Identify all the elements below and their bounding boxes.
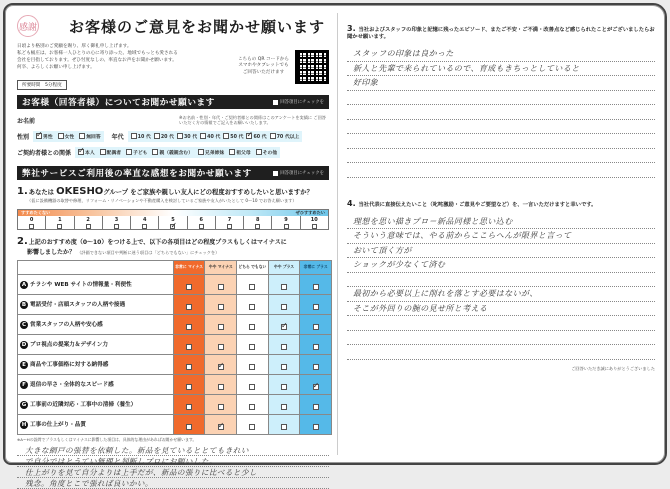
checkbox-icon[interactable] xyxy=(100,149,106,155)
check-note xyxy=(273,170,324,176)
page-divider xyxy=(337,13,338,455)
grid-cell[interactable] xyxy=(268,315,300,335)
checkbox-icon[interactable] xyxy=(186,404,192,410)
grid-body xyxy=(18,275,332,435)
handwritten-line xyxy=(347,345,655,360)
option-label: 男性 xyxy=(43,134,53,140)
checkbox-icon[interactable] xyxy=(249,344,255,350)
grid-cell[interactable] xyxy=(173,415,205,435)
option-label: 女性 xyxy=(64,134,75,140)
row-letter-badge: G xyxy=(21,401,27,408)
checkbox-icon[interactable] xyxy=(313,364,319,370)
grid-cell[interactable] xyxy=(268,415,300,435)
option-label: 子ども xyxy=(133,150,148,156)
relation-label: ご契約者様との関係 xyxy=(17,149,72,157)
grid-cell[interactable] xyxy=(205,315,237,335)
checkbox-checked-icon[interactable] xyxy=(170,224,175,229)
option-label: 親（義親含む） xyxy=(159,150,194,156)
intro-line: 私ども桶庄は、お客様一人ひとりの心に寄り添った、地域でもっとも愛される xyxy=(17,51,178,56)
row-letter-badge: H xyxy=(21,421,27,428)
checkbox-checked-icon[interactable] xyxy=(36,133,42,139)
question-text: グループ をご家族や親しい友人にどの程度おすすめしたいと思いますか？ xyxy=(103,189,313,196)
handwritten-line: 残念。角度とこで張れば良いかい。 xyxy=(17,478,329,489)
row-label-text: 工事前の近隣対応・工事中の清掃（養生） xyxy=(30,402,137,409)
row-letter-badge: C xyxy=(21,321,27,328)
checkbox-icon[interactable] xyxy=(249,284,255,290)
handwritten-line: 仕上がりを見て自分よりは上手だが、新品の張りに比べると少し xyxy=(17,467,329,478)
question-text: 上記のおすすめ度（0〜10）をつける上で、以下の各項目はどの程度プラスもしくはマイナスに xyxy=(28,239,287,246)
handwritten-line: スタッフの印象は良かった xyxy=(347,47,655,62)
thanks-message: ご回答いただき誠にありがとうございました xyxy=(571,365,655,371)
scale-number: 4 xyxy=(142,216,147,223)
grid-cell[interactable] xyxy=(173,295,205,315)
checkbox-checked-icon[interactable] xyxy=(281,324,287,330)
scale-number: 5 xyxy=(171,216,175,223)
grid-cell[interactable] xyxy=(300,415,332,435)
handwritten-line: 理想を思い描きプロ＝新品同様と思い込む xyxy=(347,215,655,230)
intro-line: 会社を目指しております。ぜひ忖度なしの、率直なお声をお聞かせ願います。 xyxy=(17,58,177,63)
scale-option-8[interactable] xyxy=(243,216,271,229)
grid-cell[interactable] xyxy=(268,275,300,295)
grid-cell[interactable] xyxy=(268,355,300,375)
row-label-text: 営業スタッフの人柄や安心感 xyxy=(30,322,103,329)
checkbox-icon[interactable] xyxy=(218,324,224,330)
option-label: その他 xyxy=(262,150,278,156)
checkbox-icon[interactable] xyxy=(177,133,183,139)
col-very-plus: 非常に プラス xyxy=(300,261,332,275)
row-letter-badge: A xyxy=(21,281,27,288)
grid-footnote: ※A〜Hの設問でプラスもしくはマイナスに影響した項目は、具体的な理由があればお聞かせ願います。 xyxy=(17,437,197,442)
option-label: 祖父母 xyxy=(236,150,251,156)
checkbox-icon[interactable] xyxy=(256,149,262,155)
checkbox-icon[interactable] xyxy=(227,224,232,229)
checkbox-icon[interactable] xyxy=(218,344,224,350)
qr-note-line: スマホやタブレットでも xyxy=(238,63,289,69)
check-note-text: 回答項目にチェックを xyxy=(280,171,324,176)
checkbox-icon[interactable] xyxy=(218,404,224,410)
checkbox-icon[interactable] xyxy=(249,324,255,330)
col-very-minus: 非常に マイナス xyxy=(173,261,205,275)
option-relation-sibling[interactable] xyxy=(198,149,224,156)
question-number: 3. xyxy=(347,24,356,33)
grid-cell[interactable] xyxy=(173,315,205,335)
row-label-text: チラシや WEB サイトの情報量・利便性 xyxy=(30,282,132,289)
checkbox-checked-icon[interactable] xyxy=(78,149,84,155)
scale-number: 2 xyxy=(86,216,90,223)
handwritten-line xyxy=(347,316,655,331)
checkbox-icon[interactable] xyxy=(249,304,255,310)
intro-text xyxy=(17,43,222,71)
row-letter-badge: B xyxy=(21,301,27,308)
question-1-title xyxy=(17,186,329,197)
checkbox-icon[interactable] xyxy=(218,304,224,310)
checkbox-icon[interactable] xyxy=(249,404,255,410)
grid-cell[interactable] xyxy=(205,295,237,315)
grid-cell[interactable] xyxy=(205,335,237,355)
question-text: 影響しましたか？ xyxy=(27,249,76,256)
handwritten-line xyxy=(347,91,655,106)
grid-row-label xyxy=(18,375,174,395)
question-1-sub: （仮に設備機器の取替や修理、リフォーム・リノベーションや不動産購入を検討しているご家族や友人がいたとして 0〜10 でお答え願います） xyxy=(27,198,297,203)
title-row xyxy=(17,11,329,41)
checkbox-icon[interactable] xyxy=(312,224,317,229)
checkbox-icon[interactable] xyxy=(126,149,132,155)
time-required: 所要時間 5分程度 xyxy=(17,80,67,90)
checkbox-icon[interactable] xyxy=(152,149,158,155)
checkbox-icon[interactable] xyxy=(131,133,137,139)
checkbox-icon[interactable] xyxy=(281,284,287,290)
checkbox-icon[interactable] xyxy=(79,133,85,139)
relation-options xyxy=(75,147,280,158)
col-slight-minus: やや マイナス xyxy=(205,261,237,275)
option-age-50[interactable] xyxy=(223,133,243,140)
grid-row xyxy=(18,275,332,295)
scale-number: 1 xyxy=(58,216,62,223)
grid-row xyxy=(18,415,332,435)
handwritten-line: 大きな網戸の張替を依頼した。新品を見ているととてもきれい xyxy=(17,445,329,456)
option-label: 無回答 xyxy=(86,134,101,140)
handwritten-line xyxy=(347,149,655,164)
checkbox-icon[interactable] xyxy=(313,324,319,330)
scale-option-2[interactable] xyxy=(74,216,102,229)
grid-cell[interactable] xyxy=(205,355,237,375)
option-gender-none[interactable] xyxy=(79,133,100,140)
handwritten-line: そこが外回りの腕の見せ所と考える xyxy=(347,302,655,317)
handwritten-line xyxy=(347,134,655,149)
scale-high-label: ぜひすすめたい xyxy=(295,210,325,215)
scale-option-3[interactable] xyxy=(102,216,130,229)
handwritten-line xyxy=(347,105,655,120)
question-text: 当社およびスタッフの印象と記憶に残ったエピソード、またご不安・ご不満・改善点など感じられたことがございましたらお聞かせ願います。 xyxy=(347,27,655,40)
grid-header xyxy=(18,261,332,275)
section-bar-service xyxy=(17,166,329,180)
checkbox-icon[interactable] xyxy=(218,284,224,290)
section-title: お客様（回答者様）についてお聞かせ願います xyxy=(22,98,215,108)
checkbox-icon[interactable] xyxy=(186,324,192,330)
checkbox-icon[interactable] xyxy=(200,133,206,139)
checkbox-icon[interactable] xyxy=(199,224,204,229)
qr-note-line: ご回答いただけます xyxy=(242,69,285,75)
grid-row xyxy=(18,355,332,375)
section-bar-customer xyxy=(17,95,329,109)
checkbox-icon[interactable] xyxy=(249,364,255,370)
handwritten-line: そういう意味では、やる前からここらへんが限界と言って xyxy=(347,229,655,244)
row-letter-badge: F xyxy=(20,381,28,389)
qr-note xyxy=(236,43,329,90)
impact-grid xyxy=(17,260,332,435)
grid-row xyxy=(18,335,332,355)
scale-low-label: すすめたくない xyxy=(21,210,51,215)
gender-options xyxy=(33,131,104,142)
question-3-title xyxy=(347,25,655,41)
checkbox-icon[interactable] xyxy=(114,224,119,229)
scale-option-4[interactable] xyxy=(130,216,158,229)
checkbox-icon[interactable] xyxy=(58,133,64,139)
row-label-text: 商品や工事価格に対する納得感 xyxy=(30,362,109,369)
checkbox-icon xyxy=(273,100,278,105)
grid-cell[interactable] xyxy=(173,375,205,395)
grid-cell[interactable] xyxy=(205,395,237,415)
scale-option-6[interactable] xyxy=(187,216,215,229)
grid-cell[interactable] xyxy=(173,355,205,375)
intro-line: 日頃より格別のご愛顧を賜り、厚く御礼申し上げます。 xyxy=(17,44,132,49)
check-note-text: 回答項目にチェックを xyxy=(280,100,324,105)
grid-row xyxy=(18,295,332,315)
row-label-text: 返信の早さ・全体的なスピード感 xyxy=(30,382,114,389)
check-note xyxy=(273,99,324,105)
checkbox-icon[interactable] xyxy=(313,424,319,430)
q4-answer[interactable] xyxy=(347,215,655,360)
checkbox-icon[interactable] xyxy=(281,424,287,430)
handwritten-line: 最初から必要以上に削れを落とす必要はないが、 xyxy=(347,287,655,302)
q2-answer xyxy=(17,445,329,489)
grid-cell[interactable] xyxy=(237,415,269,435)
brand-name: OKESHO xyxy=(56,186,104,197)
checkbox-icon[interactable] xyxy=(154,133,160,139)
option-relation-grandparent[interactable] xyxy=(229,149,250,156)
checkbox-icon[interactable] xyxy=(313,404,319,410)
handwritten-line xyxy=(347,163,655,178)
option-label: 70 代以上 xyxy=(276,134,300,140)
survey-sheet xyxy=(3,3,667,488)
row-label-text: 工事の仕上がり・品質 xyxy=(30,422,86,429)
checkbox-icon[interactable] xyxy=(313,284,319,290)
option-label: 40 代 xyxy=(207,134,221,140)
checkbox-icon[interactable] xyxy=(281,404,287,410)
col-slight-plus: やや プラス xyxy=(268,261,300,275)
grid-cell[interactable] xyxy=(237,295,269,315)
checkbox-icon[interactable] xyxy=(186,424,192,430)
grid-cell[interactable] xyxy=(300,355,332,375)
option-label: 10 代 xyxy=(137,134,151,140)
grid-cell[interactable] xyxy=(237,335,269,355)
scale-number: 3 xyxy=(114,216,119,223)
checkbox-checked-icon[interactable] xyxy=(313,384,319,390)
option-label: 配偶者 xyxy=(106,150,122,156)
qr-note-line: こちらの QR コードから xyxy=(237,56,290,62)
checkbox-icon[interactable] xyxy=(186,344,192,350)
checkbox-icon[interactable] xyxy=(186,304,192,310)
qr-code-icon[interactable] xyxy=(295,50,329,84)
grid-cell[interactable] xyxy=(205,375,237,395)
scale-option-0[interactable] xyxy=(18,216,45,229)
question-number: 2. xyxy=(17,236,28,247)
scale-option-7[interactable] xyxy=(215,216,243,229)
grid-row-label xyxy=(18,415,174,435)
question-4-title xyxy=(347,200,655,209)
option-gender-male[interactable] xyxy=(36,133,53,140)
handwritten-line: ショックが少なくて済む xyxy=(347,258,655,273)
age-options xyxy=(128,131,303,142)
option-gender-female[interactable] xyxy=(58,133,75,140)
grid-cell[interactable] xyxy=(268,335,300,355)
gender-age-row xyxy=(17,130,329,142)
grid-cell[interactable] xyxy=(237,315,269,335)
grid-cell[interactable] xyxy=(268,295,300,315)
checkbox-icon[interactable] xyxy=(313,344,319,350)
row-label-text: 電話受付・店頭スタッフの人柄や接遇 xyxy=(30,302,126,309)
scale-option-5[interactable] xyxy=(158,216,186,229)
scale-option-9[interactable] xyxy=(271,216,299,229)
option-age-60[interactable] xyxy=(246,133,266,140)
checkbox-icon[interactable] xyxy=(229,149,235,155)
question-text: あなたは xyxy=(28,189,54,196)
option-age-70plus[interactable] xyxy=(270,133,300,140)
question-2-sub: （評価できない項目や判断に迷う項目は「どちらでもない」にチェックを） xyxy=(77,250,220,255)
scale-option-1[interactable] xyxy=(45,216,73,229)
checkbox-icon[interactable] xyxy=(223,133,229,139)
grid-cell[interactable] xyxy=(237,375,269,395)
grid-cell[interactable] xyxy=(205,415,237,435)
intro xyxy=(17,43,329,90)
grid-cell[interactable] xyxy=(300,295,332,315)
scale-number: 9 xyxy=(284,216,288,223)
grid-cell[interactable] xyxy=(300,335,332,355)
option-label: 兄弟姉妹 xyxy=(205,150,225,156)
gender-label: 性別 xyxy=(17,133,30,141)
handwritten-line: おいて頂く方が xyxy=(347,244,655,259)
option-age-40[interactable] xyxy=(200,133,220,140)
checkbox-icon[interactable] xyxy=(270,133,276,139)
checkbox-icon[interactable] xyxy=(249,424,255,430)
checkbox-icon xyxy=(273,171,278,176)
option-label: 60 代 xyxy=(253,134,267,140)
grid-row-label xyxy=(18,315,174,335)
question-2-title-cont xyxy=(27,247,329,256)
grid-row xyxy=(18,395,332,415)
page-title: お客様のご意見をお聞かせ願います xyxy=(69,17,326,36)
grid-corner xyxy=(18,261,174,275)
checkbox-icon[interactable] xyxy=(249,384,255,390)
option-label: 30 代 xyxy=(183,134,198,140)
grid-cell[interactable] xyxy=(173,335,205,355)
handwritten-line xyxy=(347,120,655,135)
grid-row-label xyxy=(18,355,174,375)
checkbox-icon[interactable] xyxy=(198,149,204,155)
checkbox-icon[interactable] xyxy=(57,224,62,229)
scale-option-10[interactable] xyxy=(300,216,328,229)
option-relation-other[interactable] xyxy=(256,149,277,156)
thanks-stamp-icon: 感謝 xyxy=(17,15,39,37)
checkbox-icon[interactable] xyxy=(281,364,287,370)
scale-number: 7 xyxy=(227,216,232,223)
grid-row-label xyxy=(18,295,174,315)
question-number: 4. xyxy=(347,198,356,208)
scale-number: 6 xyxy=(199,216,203,223)
grid-cell[interactable] xyxy=(300,315,332,335)
checkbox-icon[interactable] xyxy=(281,304,287,310)
q3-answer[interactable] xyxy=(347,47,655,178)
option-age-20[interactable] xyxy=(154,133,174,140)
col-neutral: どちら でもない xyxy=(237,261,269,275)
checkbox-icon[interactable] xyxy=(313,304,319,310)
checkbox-checked-icon[interactable] xyxy=(218,424,224,430)
grid-row xyxy=(18,375,332,395)
scale-options xyxy=(18,216,328,229)
relation-row xyxy=(17,146,329,158)
checkbox-icon[interactable] xyxy=(186,284,192,290)
grid-cell[interactable] xyxy=(237,395,269,415)
question-text: 当社代表に直接伝えたいこと（叱咤激励・ご意見やご要望など）を、一言いただけますと幸いです。 xyxy=(358,201,597,208)
left-page xyxy=(5,5,337,488)
question-number: 1. xyxy=(17,186,28,197)
row-label-text: プロ視点の提案力＆デザイン力 xyxy=(30,342,108,349)
grid-cell[interactable] xyxy=(300,395,332,415)
grid-cell[interactable] xyxy=(268,375,300,395)
checkbox-icon[interactable] xyxy=(218,384,224,390)
checkbox-icon[interactable] xyxy=(284,224,289,229)
option-relation-child[interactable] xyxy=(126,149,147,156)
option-relation-self[interactable] xyxy=(78,149,95,156)
grid-cell[interactable] xyxy=(173,275,205,295)
grid-cell[interactable] xyxy=(205,275,237,295)
handwritten-line: 好印象 xyxy=(347,76,655,91)
right-page xyxy=(339,5,665,463)
checkbox-icon[interactable] xyxy=(86,224,91,229)
option-label: 50 代 xyxy=(230,134,244,140)
recommend-scale xyxy=(17,209,329,230)
grid-row-label xyxy=(18,335,174,355)
option-label: 20 代 xyxy=(160,134,174,140)
handwritten-line: 新人と先輩で来られているので、育成もきちっとしていると xyxy=(347,62,655,77)
checkbox-icon[interactable] xyxy=(186,364,192,370)
scale-number: 10 xyxy=(310,216,318,223)
option-label: 本人 xyxy=(85,150,95,156)
grid-cell[interactable] xyxy=(300,275,332,295)
grid-row xyxy=(18,315,332,335)
grid-row-label xyxy=(18,275,174,295)
checkbox-icon[interactable] xyxy=(281,384,287,390)
checkbox-icon[interactable] xyxy=(255,224,260,229)
checkbox-icon[interactable] xyxy=(29,224,34,229)
age-label: 年代 xyxy=(111,133,124,141)
scale-number: 8 xyxy=(256,216,260,223)
checkbox-checked-icon[interactable] xyxy=(246,133,252,139)
checkbox-checked-icon[interactable] xyxy=(218,364,224,370)
row-letter-badge: E xyxy=(20,361,28,369)
checkbox-icon[interactable] xyxy=(142,224,147,229)
section-title: 弊社サービスご利用後の率直な感想をお聞かせ願います xyxy=(22,169,252,179)
name-row xyxy=(17,114,329,126)
intro-line: 何卒、よろしくお願い申し上げます。 xyxy=(17,65,95,70)
grid-cell[interactable] xyxy=(173,395,205,415)
handwritten-line xyxy=(347,331,655,346)
checkbox-icon[interactable] xyxy=(186,384,192,390)
grid-cell[interactable] xyxy=(268,395,300,415)
grid-cell[interactable] xyxy=(300,375,332,395)
grid-row-label xyxy=(18,395,174,415)
handwritten-line xyxy=(347,273,655,288)
privacy-note: ※お名前・性別・年代・ご契約者様との関係はこのアンケートを実績に ご回答いただく方の情報でご記入をお願いいたします。 xyxy=(179,114,326,125)
row-letter-badge: D xyxy=(21,341,27,348)
grid-cell[interactable] xyxy=(237,355,269,375)
option-relation-spouse[interactable] xyxy=(100,149,121,156)
option-age-30[interactable] xyxy=(177,133,197,140)
name-label: お名前 xyxy=(17,117,36,125)
handwritten-line: で自分ではとうてい無理と判断しプロにお願いした。 xyxy=(17,456,329,467)
option-relation-parent[interactable] xyxy=(152,149,193,156)
question-2-title xyxy=(17,236,329,247)
checkbox-icon[interactable] xyxy=(281,344,287,350)
scale-number: 0 xyxy=(29,216,34,223)
grid-cell[interactable] xyxy=(237,275,269,295)
option-age-10[interactable] xyxy=(131,133,151,140)
